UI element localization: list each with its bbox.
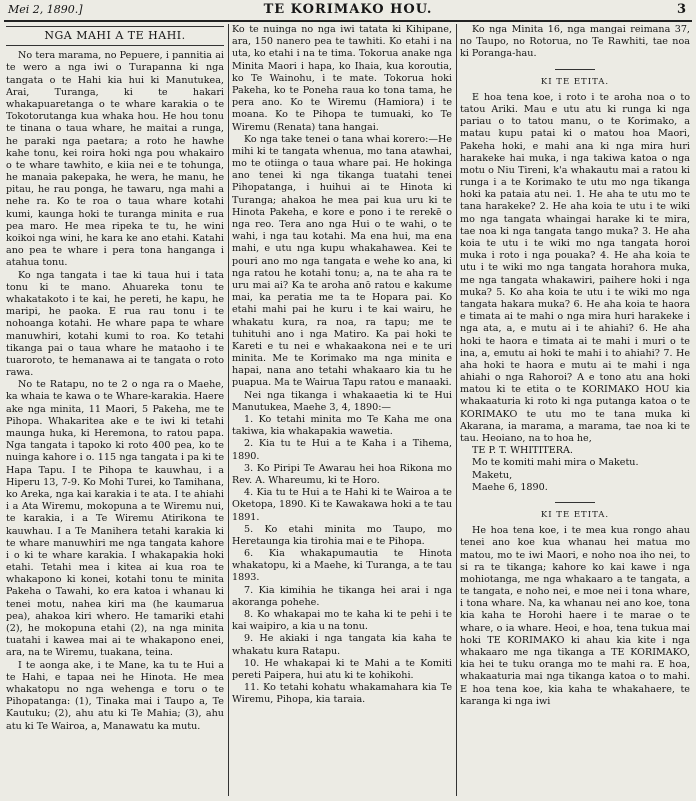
header-rule	[4, 20, 692, 22]
resolution-item: 1. Ko tetahi minita mo Te Kaha me ona takiwa, kia whakapakia wawetia.	[232, 414, 452, 438]
column-divider	[456, 24, 457, 796]
article-paragraph: No tera marama, no Pepuere, i pannitia ai te wero a nga iwi o Turapanna ki nga tangata o te Hahi kia hui ki Manutukea, Arai, Turanga, ki te hakari whakapuaretanga o te whare karakia o te Tokotorutanga kua whaka hou. He hou tonu te tinana o taua whare, he maitai a runga, he paraki nga paetara; a roto he hawhe kahe tonu, kei roira hoki nga pou whakairo o te whare tawhito, e kiia nei e te tohunga, he manaia pakepaka, he wera, he manu, he pitau, he rau ponga, he tawaru, nga mahi a nehe ra. Ko te roa o taua whare kotahi kumi, kaunga hoki te turanga minita e rua pea maro. He mea ripeka te tu, he wini koikoi nga wini, he kara ke ano etahi. Katahi ano pea te whare i pera tona hanganga i atahua tonu.	[6, 50, 224, 269]
article-paragraph: I te aonga ake, i te Mane, ka tu te Hui a te Hahi, e tapaa nei he Hinota. He mea whakatopu no nga wehenga e toru o te Pihopatanga: (1), Tinaka mai i Taupo a, Te Kautuku; (2), ahu atu ki Te Mahia; (3), ahu atu ki Te Wairoa, a, Manawatu ka mutu.	[6, 659, 224, 732]
article-paragraph: Ko nga Minita 16, nga mangai reimana 37, no Taupo, no Rotorua, no Te Rawhiti, tae noa ki Poranga-hau.	[460, 24, 690, 60]
article-paragraph: Ko te nuinga no nga iwi tatata ki Kihipane, ara, 150 nanero pea te tawhiti. Ko etahi i na uta, ko etahi i na te tima. Tokorua anake nga Minita Maori i hapa, ko Ihaia, kua koroutia, ko Te Wainohu, i te mate. Tokorua hoki Pakeha, ko te Poneha raua ko tona tama, he pera ano. Ko te Wiremu (Hamiora) i te moana. Ko te Pihopa te tumuaki, ko Te Wiremu (Renata) tana hangai.	[232, 24, 452, 133]
resolution-item: 7. Kia kimihia he tikanga hei arai i nga akoranga pohehe.	[232, 584, 452, 608]
letter-paragraph: He hoa tena koe, i te mea kua rongo ahau tenei ano koe kua whanau hei matua mo matou, mo te iwi Maori, e noho noa iho nei, to si ra te tikanga; kahore ko kai kawe i nga mohiotanga, me nga whakaaro a te tangata, a te tangata, e noho nei, e moe nei i tona whare, i tona whare. Na, ka whanau nei ano koe, tona kia kaha te Horohi haere i te marae o te whare, o ia whare. Heoi, e hoa, tena tukua mai hoki TE KORIMAKO ki ahau kia kite i nga whakaaro me nga tikanga a TE KORIMAKO, kia hei te tuku oranga mo te mahi ra. E hoa, whakaaturia mai nga tikanga katoa o to mahi. E hoa tena koe, kia kaha te whakahaere, te karanga ki nga iwi	[460, 525, 690, 707]
article-paragraph: Ko nga tangata i tae ki taua hui i tata tonu ki te mano. Ahuareka tonu te whakatakoto i te kai, he pereti, he kapu, he maripi, he paoka. E rua rau tonu i te nohoanga kotahi. He whare papa te whare manuwhiri, kotahi kumi to roa. Ko tetahi tikanga pai o taua whare he mataoho i te tuaroroto, te hemanawa ai te tangata o roto rawa.	[6, 269, 224, 379]
resolution-item: 11. Ko tetahi kohatu whakamahara kia Te Wiremu, Pihopa, kia taraia.	[232, 682, 452, 706]
resolution-item: 3. Ko Piripi Te Awarau hei hoa Rikona mo Rev. A. Whareumu, ki te Horo.	[232, 462, 452, 486]
resolution-item: 5. Ko etahi minita mo Taupo, mo Heretaunga kia tirohia mai e te Pihopa.	[232, 523, 452, 547]
letter-signature-note: Mo te komiti mahi mira o Maketu.	[472, 457, 639, 469]
column-1	[6, 24, 224, 794]
article-paragraph: Ko nga take tenei o tana whai korero:—He mihi ki te tangata whenua, mo tana atawhai, mo te otiinga o taua whare pai. He hokinga ano tenei ki nga tikanga tuatahi tenei Pihopatanga, i huihui ai te Hinota ki Turanga; ahakoa he mea pai kua uru ki te Hinota Pakeha, e kore e pono i te rerekē o nga reo. Tera ano nga Hui o te wahi, o te wahi, i nga tau kotahi. Ma ena hui, ma ena mahi, e utu nga kupu whakahawea. Kei te pouri ano mo nga tangata e wehe ko ana, ki nga ratou he kotahi tonu; a, na te aha ra te uru mai ai? Ka te aroha anō ratou e kakume mai, ka peratia me ta te Hopara pai. Ko etahi mahi pai he kuru i te kai wairu, he whakatu kura, ra noa, ra tapu; me te tuhituhi ano i nga Matiro. Ka pai hoki te Kareti e tu nei e whakaakona nei e te uri minita. Me te Korimako ma nga minita e hapai, nana ano tetahi whakaaro kia tu he puapua. Ma te Wairua Tapu ratou e manaaki.	[232, 133, 452, 389]
article-paragraph: No te Ratapu, no te 2 o nga ra o Maehe, ka whaia te kawa o te Whare-karakia. Haere ake nga minita, 11 Maori, 5 Pakeha, me te Pihopa. Whakaritea ake e te iwi ki tetahi maunga huka, ki Heremona, to ratou papa. Nga tangata i tapoko ki roto 400 pea, ko te nuinga kahore i o. 115 nga tangata i pa ki te Hapa Tapu. I te Pihopa te kauwhau, i a Hiperu 13, 7-9. Ko Mohi Turei, ko Tamihana, ko Areka, nga kai karakia i te ata. I te ahiahi i a Ata Wiremu, mokopuna a te Wiremu nui, te karakia, i a Te Wiremu Atirikona te kauwhau. I a Te Manihera tetahi karakia ki te whare manuwhiri me nga tangata kahore i o ki te whare karakia. I whakapakia hoki etahi. Tetahi mea i kitea ai kua roa te whakapono ki konei, kotahi tonu te minita Pakeha o Tawahi, ko era katoa i whanau ki tenei motu, nahea kiri ma (he kaumarua pea), ahakoa kiri whero. He tamariki etahi (2), he mokopuna etahi (2), na nga minita tuatahi i kawea mai ai te whakapono enei, ara, na te Wiremu, tuakana, teina.	[6, 379, 224, 659]
article-title: NGA MAHI A TE HAHI.	[6, 26, 224, 46]
page-header	[0, 0, 696, 20]
column-3	[460, 24, 690, 794]
column-2	[232, 24, 452, 794]
masthead-title: TE KORIMAKO HOU.	[263, 2, 433, 17]
resolution-item: 4. Kia tu te Hui a te Hahi ki te Wairoa a te Oketopa, 1890. Ki te Kawakawa hoki a te tau 1891.	[232, 487, 452, 523]
letter-paragraph: E hoa tena koe, i roto i te aroha noa o to tatou Ariki. Mau e utu atu ki runga ki nga pariau o to tatou manu, o te Korimako, a matau kupu patai ki o matou hoa Maori, Pakeha hoki, e mahi ana ki nga mira huri harakeke hai muka, i nga takiwa katoa o nga motu o Niu Tireni, k'a whakautu mai a ratou ki runga i a te Korimako te utu mo nga tikanga hoki ka pataia atu nei. 1. He aha te utu mo te tana harakeke? 2. He aha koia te utu i te wiki mo nga tangata whaingai harake ki te mira, tae noa ki nga tangata tango muka? 3. He aha koia te utu i te wiki mo nga tangata horoi muka i roto i nga pouaka? 4. He aha koia te utu i te wiki mo nga tangata horahora muka, me nga tangata whakawiri, paihere hoki i nga muka? 5. Ko aha koia te utu i te wiki mo nga tangata hakara muka? 6. He aha koia te haora e timata ai te mahi o nga mira huri harakeke i nga ata, a, e mutu ai i te ahiahi? 6. He aha hoki te haora e timata ai te mahi i muri o te ina, a, emutu ai hoki te mahi i to ahiahi? 7. He aha hoki te haora e mutu ai te mahi i nga ahiahi o nga Rahoroi? A e tono atu ana hoki matou ki te etita o te KORIMAKO HOU kia whakaaturia ki roto ki nga putanga katoa o te KORIMAKO te utu mo te tana muka ki Akarana, ia marama, a marama, tae noa ki te tau. Heoiano, na to hoa he,	[460, 91, 690, 444]
column-divider	[228, 24, 229, 796]
section-rule	[555, 69, 595, 70]
letter-heading: KI TE ETITA.	[540, 509, 610, 520]
letter-place: Maketu,	[472, 469, 513, 481]
section-rule	[555, 502, 595, 503]
resolution-item: 9. He akiaki i nga tangata kia kaha te whakatu kura Ratapu.	[232, 633, 452, 657]
letter-heading: KI TE ETITA.	[540, 76, 610, 87]
letter-signature: TE P. T. WHITITERA.	[472, 445, 573, 457]
article-paragraph: Nei nga tikanga i whakaaetia ki te Hui Manutukea, Maehe 3, 4, 1890:—	[232, 389, 452, 413]
resolution-item: 2. Kia tu te Hui a te Kaha i a Tihema, 1890.	[232, 438, 452, 462]
letter-date: Maehe 6, 1890.	[472, 481, 548, 493]
resolution-item: 8. Ko whakapai mo te kaha ki te pehi i te kai waipiro, a kia u na tonu.	[232, 609, 452, 633]
page-number: 3	[676, 2, 686, 17]
resolution-item: 6. Kia whakapumautia te Hinota whakatopu, ki a Maehe, ki Turanga, a te tau 1893.	[232, 548, 452, 584]
header-date: Mei 2, 1890.]	[8, 3, 83, 16]
resolution-item: 10. He whakapai ki te Mahi a te Komiti pereti Paipera, hui atu ki te kohikohi.	[232, 657, 452, 681]
